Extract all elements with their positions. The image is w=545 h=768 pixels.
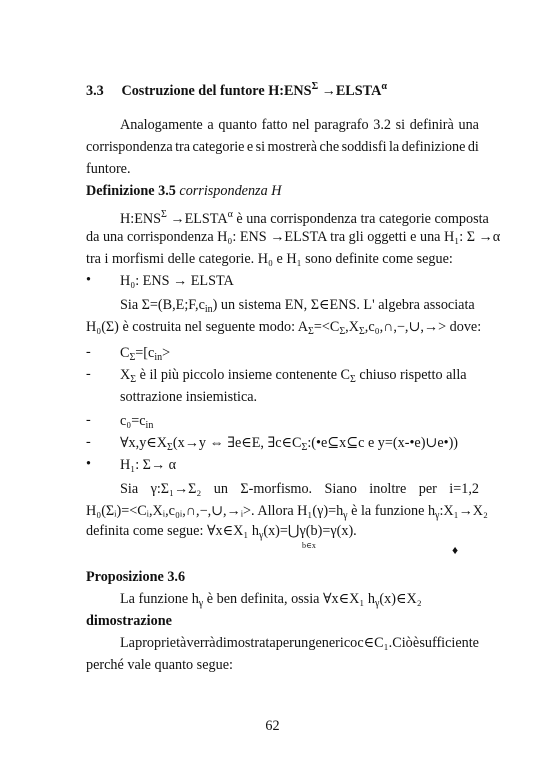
word: una xyxy=(458,117,479,133)
list-item-text: X xyxy=(120,367,131,383)
word: verrà xyxy=(186,635,216,651)
list-item-text: Σ xyxy=(167,442,173,453)
word: di xyxy=(467,139,479,155)
list-item-text: ∀x,y∈X xyxy=(120,435,168,451)
word: a xyxy=(207,117,214,133)
word: per xyxy=(275,635,294,651)
h1-line-1 xyxy=(120,480,479,498)
section-title: Costruzione del funtore H:ENS xyxy=(121,83,312,99)
word: per xyxy=(418,481,437,497)
word: γ:Σ₁→Σ₂ xyxy=(150,481,202,497)
word: Sia xyxy=(120,481,139,497)
word: si xyxy=(395,117,406,133)
list-item-text: sottrazione insiemistica. xyxy=(120,389,258,405)
list-item-text: chiuso rispetto alla xyxy=(355,367,467,383)
word: i=1,2 xyxy=(449,481,479,497)
word: generico xyxy=(308,635,358,651)
word: la xyxy=(388,139,400,155)
section-number: 3.3 xyxy=(86,83,104,99)
definition-line-3: tra i morfismi delle categorie. H₀ e H₁ sono definite come segue: xyxy=(86,251,453,267)
list-item-text: c₀=c xyxy=(120,413,146,429)
list-item-text: è il più piccolo insieme contenente C xyxy=(136,367,351,383)
h1-line-3: definita come segue: ∀x∈X₁ $h_\gamma(x)=⋃\gamma(b)=\gamma(x)$. xyxy=(86,523,357,541)
list-item-text: Σ xyxy=(301,442,308,453)
end-of-definition-mark: ♦ xyxy=(452,543,459,557)
list-item-text: in xyxy=(145,420,154,431)
bullet-h1: • xyxy=(86,456,91,472)
list-dash: - xyxy=(86,434,91,450)
intro-line-1 xyxy=(120,116,479,134)
bullet-h0: • xyxy=(86,272,91,288)
word: paragrafo xyxy=(314,117,369,133)
word: un xyxy=(213,481,228,497)
word: fatto xyxy=(261,117,288,133)
proposition-heading: Proposizione 3.6 xyxy=(86,569,186,585)
list-item-text: C xyxy=(120,345,130,361)
h0-heading: H₀: ENS → ELSTA xyxy=(120,273,234,289)
list-dash: - xyxy=(86,412,91,428)
list-item xyxy=(120,344,170,367)
h0-sia-line: Sia $\Sigma=(B,E;F,c_{in})$ un sistema EN, Σ∈ENS. L' algebra associata xyxy=(120,297,475,315)
list-item-text: Σ xyxy=(350,374,356,385)
list-item xyxy=(120,434,458,457)
list-item xyxy=(120,388,257,406)
list-item-text: in xyxy=(154,352,163,363)
word: c∈C₁. xyxy=(357,635,393,651)
word: che xyxy=(319,139,340,155)
list-item-text: Σ xyxy=(129,352,136,363)
list-item-text: :(•e⊆x⊆c e y=(x-•e)∪e•)) xyxy=(307,435,459,451)
list-item xyxy=(120,412,153,435)
page-number: 62 xyxy=(265,718,280,734)
word: categorie xyxy=(192,139,245,155)
definition-heading: Definizione 3.5 corrispondenza H xyxy=(86,183,282,199)
proof-line-1 xyxy=(120,634,479,652)
word: definirà xyxy=(409,117,454,133)
word: si xyxy=(255,139,266,155)
definition-line-2: da una corrispondenza H₀: ENS →ELSTA tra gli oggetti e una H₁: Σ →α xyxy=(86,229,501,245)
word: corrispondenza xyxy=(86,139,173,155)
proof-heading: dimostrazione xyxy=(86,613,172,629)
list-item xyxy=(120,366,467,389)
proposition-text: La funzione $h_\gamma$ è ben definita, ossia ∀x∈X₁ $h_\gamma(x)\in X_2$ xyxy=(120,591,422,609)
word: è xyxy=(412,635,420,651)
union-index: b∈x xyxy=(302,541,316,550)
intro-line-3: funtore. xyxy=(86,161,131,177)
word: mostrerà xyxy=(267,139,318,155)
list-dash: - xyxy=(86,344,91,360)
word: inoltre xyxy=(369,481,407,497)
list-dash: - xyxy=(86,366,91,382)
word: 3.2 xyxy=(373,117,391,133)
word: soddisfi xyxy=(341,139,387,155)
list-item-text: =[c xyxy=(135,345,155,361)
word: definizione xyxy=(401,139,466,155)
section-heading: 3.3 Costruzione del funtore $H:ENS^\Sigma$ $\to ELSTA^\alpha$ xyxy=(86,81,387,99)
word: Ciò xyxy=(392,635,413,651)
h1-heading: H₁: Σ→ α xyxy=(120,457,177,473)
word: proprietà xyxy=(135,635,187,651)
list-item-text: > xyxy=(162,345,171,361)
word: un xyxy=(294,635,309,651)
word: dimostrata xyxy=(215,635,276,651)
word: nel xyxy=(292,117,310,133)
h1-line-2: H₀(Σᵢ)=<Cᵢ,Xᵢ,c₀ᵢ,∩,−,∪,→ᵢ>. Allora $H_1(\gamma)=h_\gamma$ è la funzione $h_\gamma:X_1\to X_2$ xyxy=(86,503,488,521)
list-item-text: (x→y ⇔ ∃e∈E, ∃c∈C xyxy=(172,435,302,451)
word: e xyxy=(246,139,254,155)
word: quanto xyxy=(218,117,257,133)
word: tra xyxy=(175,139,191,155)
word: Σ-morfismo. xyxy=(240,481,313,497)
word: La xyxy=(120,635,135,651)
h0-definition-line: H₀(Σ) è costruita nel seguente modo: $A_\Sigma=<C_\Sigma,X_\Sigma,c_0,\cap,-,\cup,\to>$ dove: xyxy=(86,319,482,337)
word: Analogamente xyxy=(120,117,203,133)
definition-line-1: $H:ENS^\Sigma$ $\to ELSTA^\alpha$ è una corrispondenza tra categorie composta xyxy=(120,209,489,227)
proof-line-2: perché vale quanto segue: xyxy=(86,657,233,673)
word: sufficiente xyxy=(419,635,479,651)
intro-line-2 xyxy=(86,138,479,156)
list-item-text: Σ xyxy=(130,374,137,385)
word: Siano xyxy=(324,481,357,497)
